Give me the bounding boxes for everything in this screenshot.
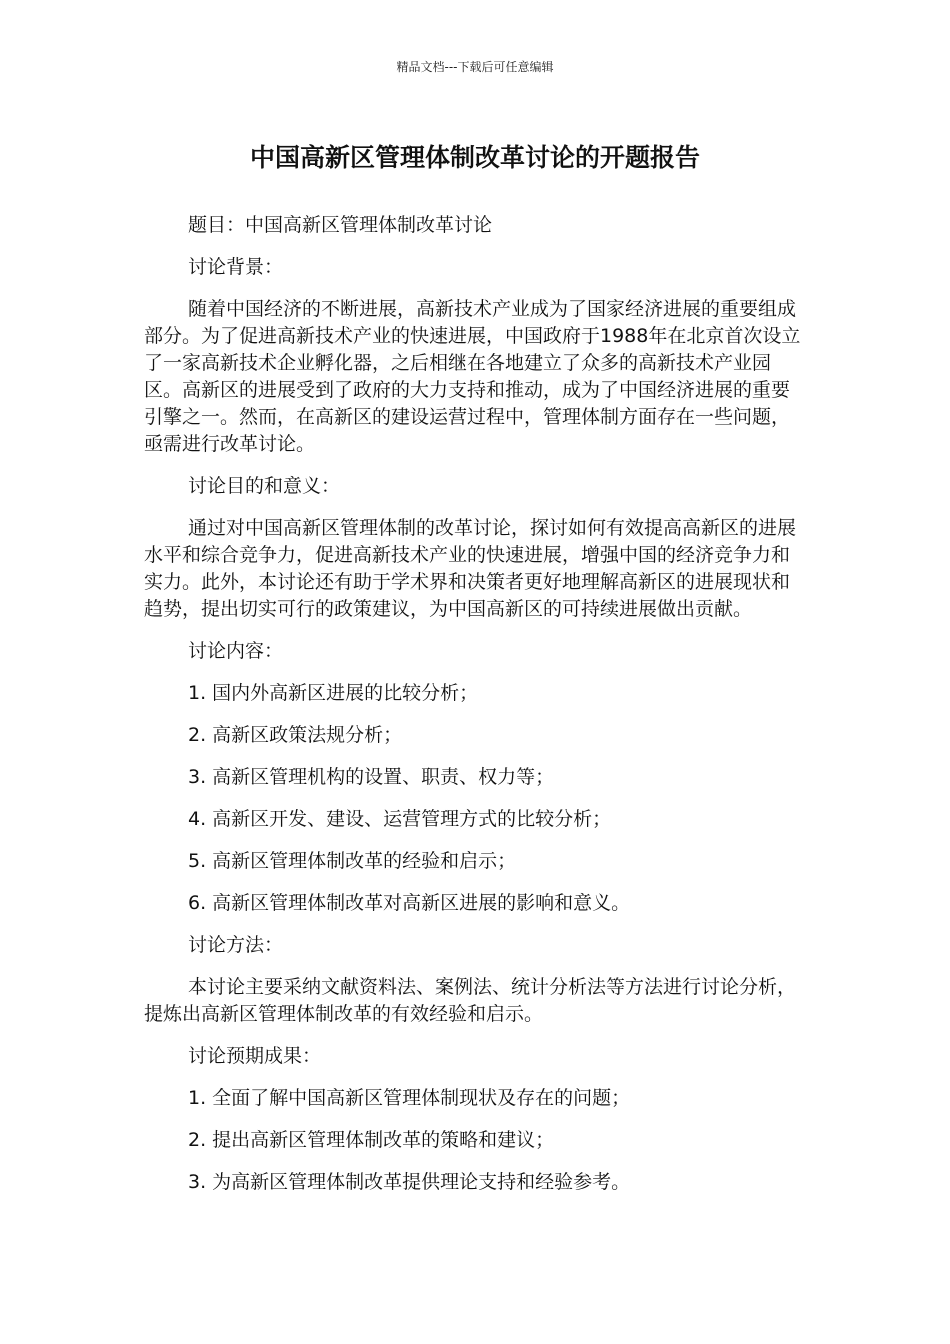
method-heading: 讨论方法： <box>188 934 284 956</box>
topic-line: 题目：中国高新区管理体制改革讨论 <box>188 214 493 236</box>
content-list-item: 6. 高新区管理体制改革对高新区进展的影响和意义。 <box>188 892 631 914</box>
content-list-item: 1. 国内外高新区进展的比较分析； <box>188 682 479 704</box>
outcomes-list-item: 1. 全面了解中国高新区管理体制现状及存在的问题； <box>188 1087 631 1109</box>
method-paragraph: 本讨论主要采纳文献资料法、案例法、统计分析法等方法进行讨论分析，提炼出高新区管理体制改革的有效经验和启示。 <box>144 976 797 1025</box>
outcomes-list-item: 3. 为高新区管理体制改革提供理论支持和经验参考。 <box>188 1171 631 1193</box>
purpose-paragraph: 通过对中国高新区管理体制的改革讨论，探讨如何有效提高高新区的进展水平和综合竞争力，促进高新技术产业的快速进展，增强中国的经济竞争力和实力。此外，本讨论还有助于学术界和决策者更好地理解高新区的进展现状和趋势，提出切实可行的政策建议，为中国高新区的可持续进展做出贡献。 <box>144 517 797 620</box>
document-body <box>144 212 808 1211</box>
document-title: 中国高新区管理体制改革讨论的开题报告 <box>249 143 700 172</box>
content-list-item: 2. 高新区政策法规分析； <box>188 724 403 746</box>
purpose-heading: 讨论目的和意义： <box>188 475 341 497</box>
content-heading: 讨论内容： <box>188 640 284 662</box>
outcomes-heading: 讨论预期成果： <box>188 1045 322 1067</box>
background-paragraph: 随着中国经济的不断进展，高新技术产业成为了国家经济进展的重要组成部分。为了促进高新技术产业的快速进展，中国政府于1988年在北京首次设立了一家高新技术企业孵化器，之后相继在各地建立了众多的高新技术产业园区。高新区的进展受到了政府的大力支持和推动，成为了中国经济进展的重要引擎之一。然而，在高新区的建设运营过程中，管理体制方面存在一些问题，亟需进行改革讨论。 <box>144 298 801 455</box>
header-note: 精品文档---下载后可任意编辑 <box>396 60 554 74</box>
content-list-item: 5. 高新区管理体制改革的经验和启示； <box>188 850 517 872</box>
content-list-item: 3. 高新区管理机构的设置、职责、权力等； <box>188 766 555 788</box>
outcomes-list-item: 2. 提出高新区管理体制改革的策略和建议； <box>188 1129 555 1151</box>
content-list-item: 4. 高新区开发、建设、运营管理方式的比较分析； <box>188 808 612 830</box>
background-heading: 讨论背景： <box>188 256 284 278</box>
